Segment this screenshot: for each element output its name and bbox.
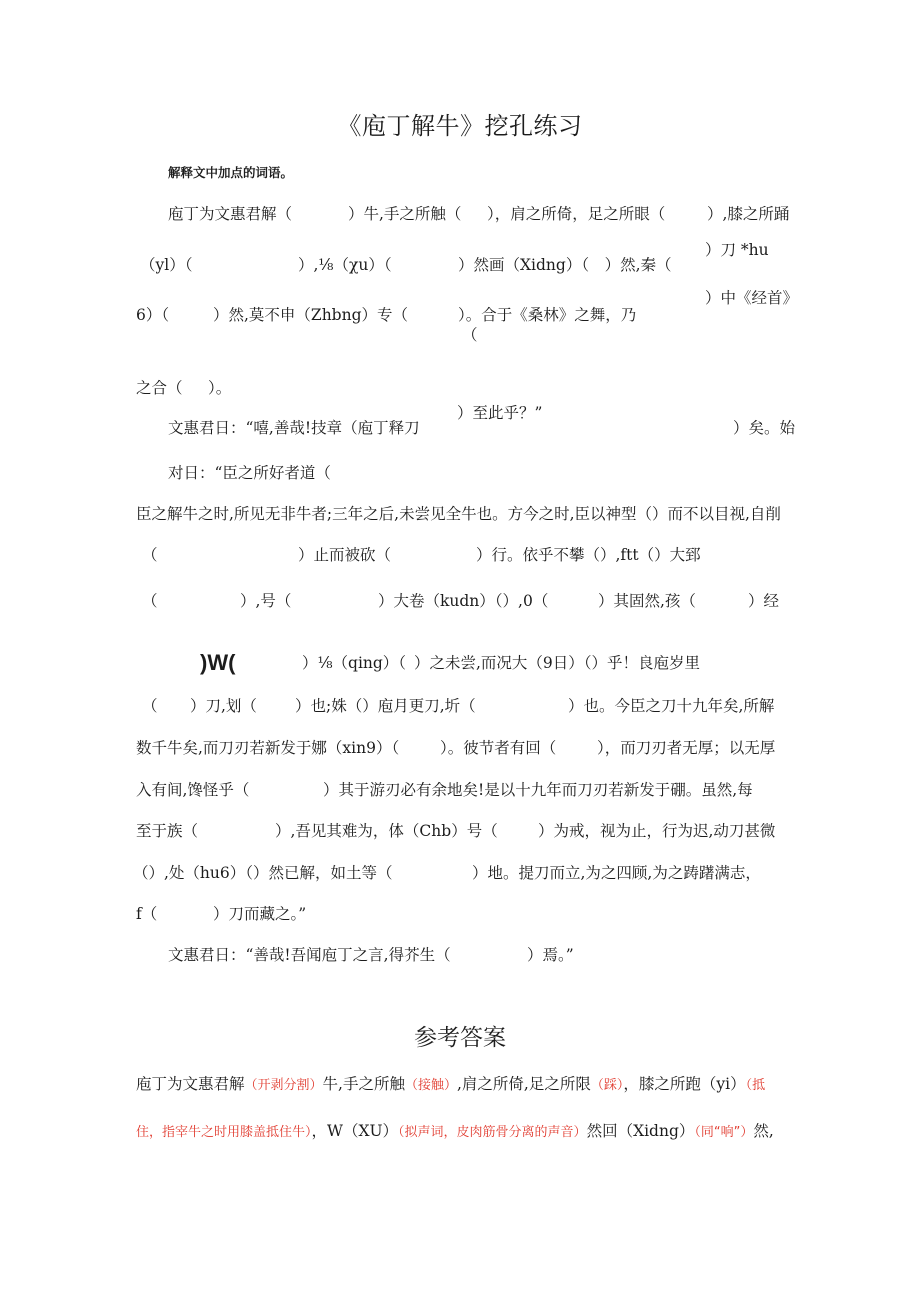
exercise-text: （yl）（ xyxy=(140,256,193,274)
exercise-text: ）刀而藏之。” xyxy=(213,905,307,923)
exercise-text: ），肩之所倚，足之所眼（ xyxy=(487,205,666,223)
exercise-text: f（ xyxy=(136,905,158,923)
exercise-text: 对日：“臣之所好者道（ xyxy=(168,464,331,482)
exercise-text: 庖丁为文惠君解（ xyxy=(168,205,293,223)
exercise-text: ）然画（Xidng）（ ）然,秦（ xyxy=(458,256,672,274)
exercise-text: ）中《经首》 xyxy=(705,289,799,307)
exercise-text: ）至此乎？” xyxy=(457,404,543,422)
answer-text: 牛,手之所触 xyxy=(322,1075,405,1093)
exercise-text: （ xyxy=(142,697,158,715)
answer-line xyxy=(136,1073,765,1097)
exercise-text: ）也;姝（）庖月更刀,圻（ xyxy=(295,697,476,715)
answer-highlight: （接触） xyxy=(404,1078,457,1093)
exercise-text: （ xyxy=(142,546,158,564)
exercise-text: （ xyxy=(142,592,158,610)
exercise-text: ）矣。始 xyxy=(733,419,796,437)
exercise-text: ），而刀刃者无厚；以无厚 xyxy=(597,739,776,757)
instruction-text: 解释文中加点的词语。 xyxy=(168,165,294,180)
exercise-text: 臣之解牛之时,所见无非牛者;三年之后,未尝见全牛也。方今之时,臣以神型（）而不以目视,自削 xyxy=(136,505,781,523)
exercise-text: （ xyxy=(462,326,478,344)
exercise-text: ）然,莫不申（Zhbng）专（ xyxy=(213,306,409,324)
answer-line xyxy=(136,1120,774,1144)
answer-highlight: 住，指宰牛之时用膝盖抵住牛） xyxy=(136,1125,312,1140)
answer-text: 然回（Xidng） xyxy=(586,1122,695,1140)
exercise-text: ）刀 *hu xyxy=(705,241,769,259)
exercise-text: （）,处（hu6）（）然已解，如土等（ xyxy=(133,864,393,882)
answer-highlight: （踩） xyxy=(590,1078,624,1093)
exercise-text: ）。彼节者有回（ xyxy=(440,739,557,757)
exercise-text: ）焉。” xyxy=(527,946,574,964)
exercise-text: ）之未尝,而况大（9日）（）乎！良庖岁里 xyxy=(414,654,701,672)
exercise-text: 入有间,馋怪乎（ xyxy=(136,781,250,799)
exercise-text: ）行。依乎不攀（）,ftt（）大郅 xyxy=(476,546,701,564)
exercise-text: 文惠君日：“善哉!吾闻庖丁之言,得芥生（ xyxy=(168,946,451,964)
exercise-text: ）其固然,孩（ xyxy=(598,592,696,610)
answer-heading: 参考答案 xyxy=(414,1025,506,1051)
exercise-text: ）,⅛（χu）（ xyxy=(298,256,392,274)
exercise-text: ）其于游刃必有余地矣!是以十九年而刀刃若新发于硼。虽然,每 xyxy=(323,781,753,799)
exercise-text: ）地。提刀而立,为之四顾,为之踌躇满志， xyxy=(472,864,761,882)
exercise-text: ）,吾见其难为，体（Chb）号（ xyxy=(275,822,498,840)
exercise-text: ）大卷（kudn）（）,0（ xyxy=(378,592,549,610)
exercise-text: 文惠君日：“嘻,善哉!技章（庖丁释刀 xyxy=(168,419,420,437)
exercise-text: 之合（ xyxy=(136,379,183,397)
answer-text: ,肩之所倚,足之所限 xyxy=(456,1075,591,1093)
exercise-text: ）,号（ xyxy=(240,592,292,610)
answer-text: ，膝之所跑（yi） xyxy=(623,1075,746,1093)
exercise-text: ）⅛（qing）（ xyxy=(302,654,407,672)
exercise-text: 数千牛矣,而刀刃若新发于娜（xin9）（ xyxy=(136,739,400,757)
exercise-text: ）。合于《桑林》之舞，乃 xyxy=(458,306,637,324)
exercise-text: 6）（ xyxy=(136,306,170,324)
answer-text: 庖丁为文惠君解 xyxy=(136,1075,245,1093)
exercise-text: ）刀,划（ xyxy=(190,697,257,715)
answer-text: 然, xyxy=(753,1122,774,1140)
answer-text: ，W（XU） xyxy=(311,1122,399,1140)
answer-highlight: （抵 xyxy=(745,1078,766,1093)
exercise-text: ）止而被砍（ xyxy=(298,546,392,564)
exercise-text: ）牛,手之所触（ xyxy=(348,205,462,223)
exercise-text: ）为戒，视为止，行为迟,动刀甚微 xyxy=(538,822,776,840)
answer-highlight: （开剥分割） xyxy=(244,1078,323,1093)
exercise-text: )W( xyxy=(200,650,236,675)
exercise-text: ）,膝之所踊 xyxy=(707,205,790,223)
exercise-text: 至于族（ xyxy=(136,822,199,840)
exercise-text: ）也。今臣之刀十九年矣,所解 xyxy=(568,697,775,715)
exercise-text: ）。 xyxy=(208,379,232,397)
answer-highlight: （同“响”） xyxy=(694,1125,754,1140)
answer-highlight: （拟声词，皮肉筋骨分离的声音） xyxy=(398,1125,587,1140)
page-title: 《庖丁解牛》挖孔练习 xyxy=(337,112,583,140)
exercise-text: ）经 xyxy=(748,592,780,610)
